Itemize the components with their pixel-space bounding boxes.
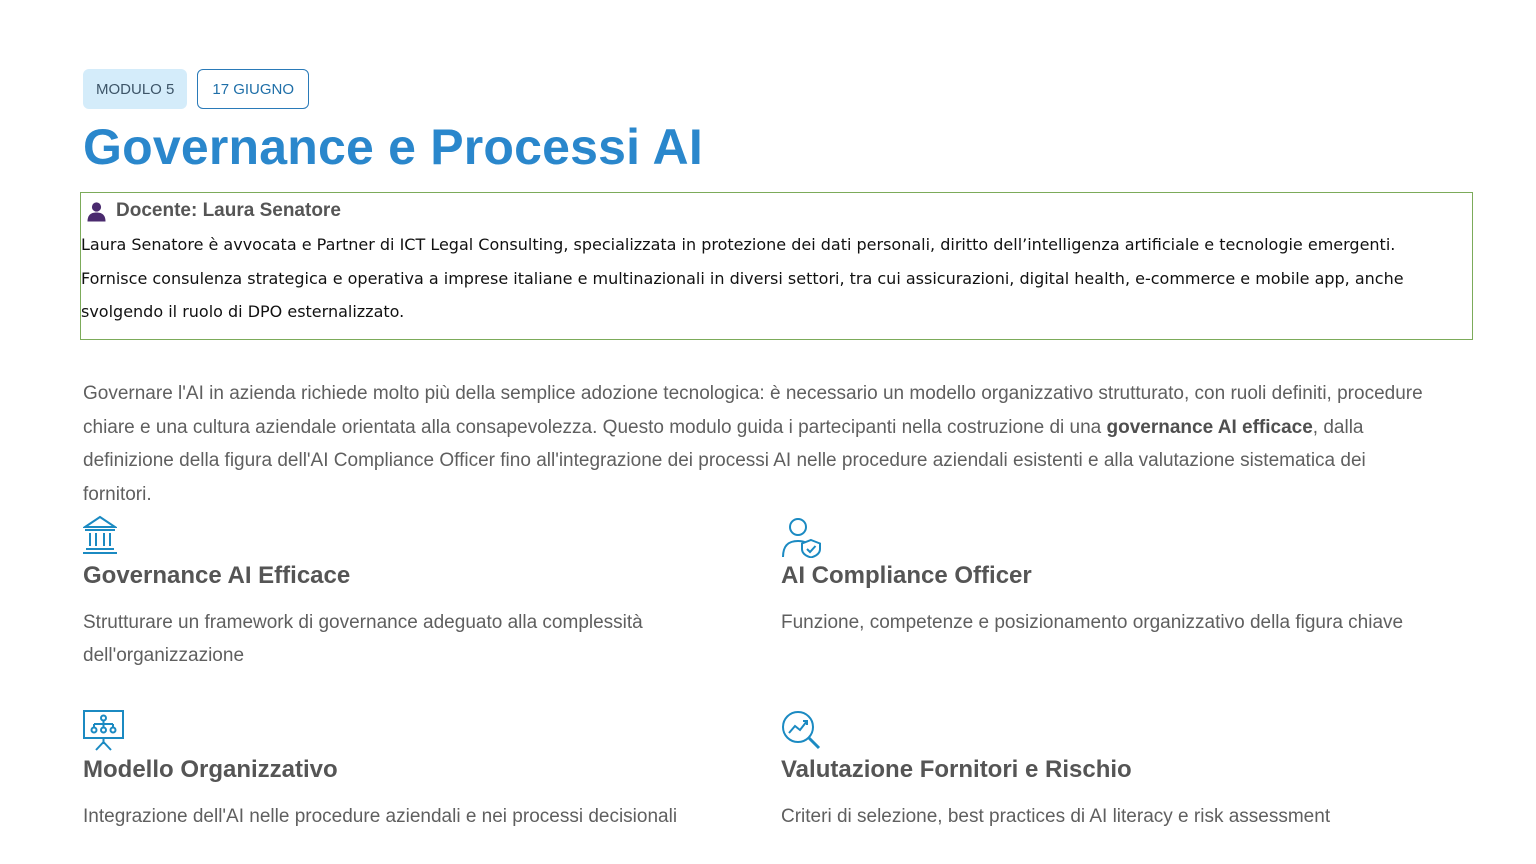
feature-title: Modello Organizzativo <box>83 756 338 783</box>
feature-description: Strutturare un framework di governance adeguato alla complessità dell'organizzazione <box>83 612 643 666</box>
feature-supplier-risk <box>781 708 1461 833</box>
intro-text-end: , dalla definizione della figura dell'AI Compliance Officer fino all'integrazione dei processi AI nelle procedure aziendali esistenti e alla valutazione sistematica dei fornitori. <box>83 416 1366 505</box>
feature-governance <box>83 514 763 672</box>
feature-description: Criteri di selezione, best practices di AI literacy e risk assessment <box>781 806 1331 827</box>
feature-title: Valutazione Fornitori e Rischio <box>781 756 1132 783</box>
feature-title: Governance AI Efficace <box>83 562 351 589</box>
teacher-name: Docente: Laura Senatore <box>116 200 341 221</box>
page-title: Governance e Processi AI <box>83 119 703 175</box>
feature-description: Integrazione dell'AI nelle procedure aziendali e nei processi decisionali <box>83 806 678 827</box>
person-icon <box>86 201 107 222</box>
teacher-box <box>80 192 1473 340</box>
feature-compliance-officer <box>781 514 1461 639</box>
teacher-heading <box>86 200 341 222</box>
user-shield-icon <box>781 514 1461 558</box>
feature-organizational-model <box>83 708 763 833</box>
institution-icon <box>83 514 763 558</box>
intro-highlight: governance AI efficace <box>1106 416 1313 438</box>
feature-title: AI Compliance Officer <box>781 562 1032 589</box>
module-badge: MODULO 5 <box>83 69 187 109</box>
feature-description: Funzione, competenze e posizionamento organizzativo della figura chiave <box>781 612 1404 633</box>
teacher-bio: Laura Senatore è avvocata e Partner di ICT Legal Consulting, specializzata in protezione dei dati personali, diritto dell’intelligenza artificiale e tecnologie emergenti. Fornisce consulenza strategica e operativa a imprese italiane e multinazionali in diversi settori, tra cui assicurazioni, digital health, e-commerce e mobile app, anche svolgendo il ruolo di DPO esternalizzato. <box>81 235 1404 321</box>
org-chart-icon <box>83 708 763 752</box>
badge-group <box>83 69 309 109</box>
date-badge: 17 GIUGNO <box>197 69 309 109</box>
intro-paragraph <box>83 377 1423 511</box>
intro-text-start: Governare l'AI in azienda richiede molto più della semplice adozione tecnologica: è necessario un modello organizzativo strutturato, con ruoli definiti, procedure chiare e una cultura aziendale orientata alla consapevolezza. Questo modulo guida i partecipanti nella costruzione di una <box>83 383 1423 438</box>
risk-analysis-icon <box>781 708 1461 752</box>
